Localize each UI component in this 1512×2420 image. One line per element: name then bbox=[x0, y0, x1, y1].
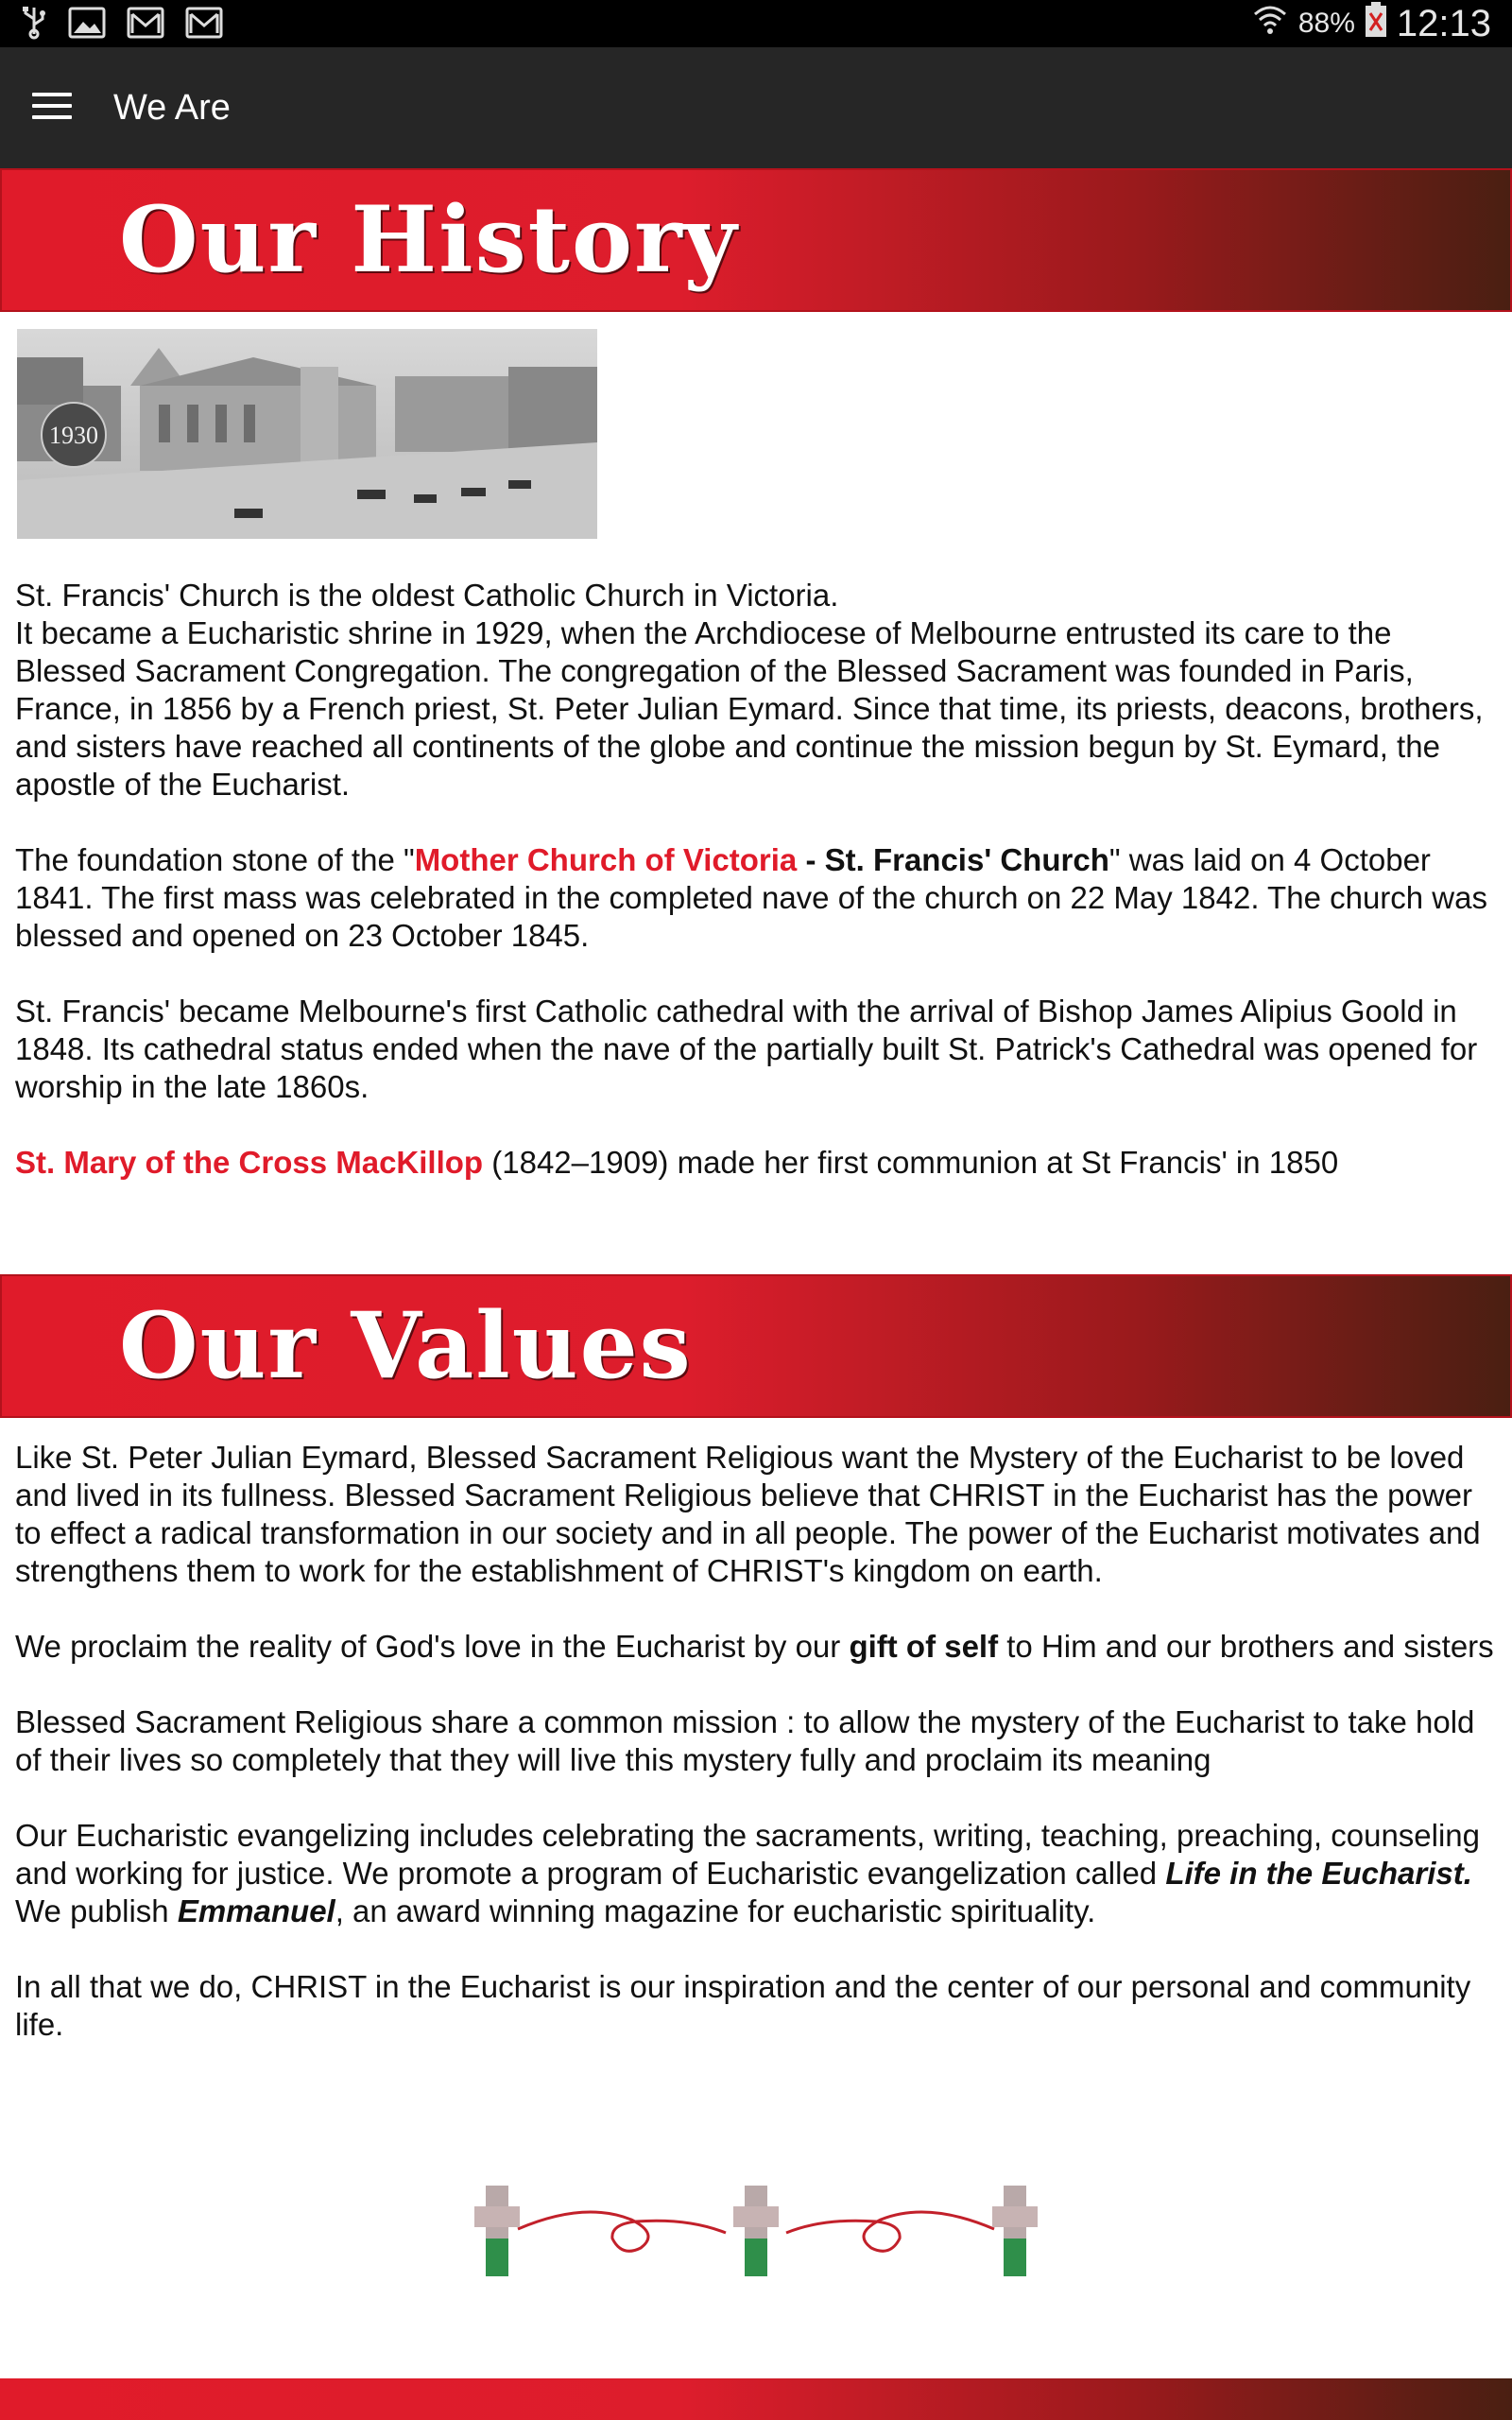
cross-icon bbox=[474, 2186, 520, 2276]
values-paragraph-3: Blessed Sacrament Religious share a common mission : to allow the mystery of the Eucharist to take hold of their lives so completely that they will live this mystery fully and proclaim its meaning bbox=[15, 1704, 1475, 1777]
status-bar bbox=[0, 0, 1512, 47]
history-banner-title: Our History bbox=[119, 186, 739, 293]
history-paragraph-4: St. Mary of the Cross MacKillop (1842–1909) made her first communion at St Francis' in 1850 bbox=[15, 1145, 1339, 1180]
history-paragraph-3: St. Francis' became Melbourne's first Catholic cathedral with the arrival of Bishop James Alipius Goold in 1848. Its cathedral status ended when the nave of the partially built St. Patrick's Cathedral was opened for worship in the late 1860s. bbox=[15, 994, 1478, 1104]
wifi-icon bbox=[1251, 3, 1289, 45]
app-title: We Are bbox=[113, 88, 231, 128]
gmail-icon bbox=[185, 7, 223, 43]
photo-year-label: 1930 bbox=[49, 422, 98, 449]
history-paragraph-1: St. Francis' Church is the oldest Catholic Church in Victoria. It became a Eucharistic shrine in 1929, when the Archdiocese of Melbourne entrusted its care to the Blessed Sacrament Congregation. The congregation of the Blessed Sacrament was founded in Paris, France, in 1856 by a French priest, St. Peter Julian Eymard. Since that time, its priests, deacons, brothers, and sisters have reached all continents of the globe and continue the mission begun by St. Eymard, the apostle of the Eucharist. bbox=[15, 578, 1484, 802]
historic-church-photo bbox=[17, 329, 597, 539]
values-paragraph-4: Our Eucharistic evangelizing includes celebrating the sacraments, writing, teaching, preaching, counseling and working for justice. We promote a program of Eucharistic evangelization called Life in the Eucharist. We publish Emmanuel, an award winning magazine for eucharistic spirituality. bbox=[15, 1818, 1481, 1928]
mother-church-link[interactable]: Mother Church of Victoria bbox=[414, 842, 798, 877]
values-paragraph-5: In all that we do, CHRIST in the Eucharist is our inspiration and the center of our personal and community life. bbox=[15, 1969, 1471, 2042]
clock: 12:13 bbox=[1396, 2, 1491, 44]
values-text bbox=[15, 1439, 1497, 2082]
cross-icon bbox=[992, 2186, 1038, 2276]
values-paragraph-2: We proclaim the reality of God's love in the Eucharist by our gift of self to Him and our brothers and sisters bbox=[15, 1629, 1494, 1664]
usb-icon bbox=[21, 6, 47, 44]
system-indicators bbox=[1251, 0, 1491, 47]
history-paragraph-2: The foundation stone of the "Mother Church of Victoria - St. Francis' Church" was laid on 4 October 1841. The first mass was celebrated in the completed nave of the church on 22 May 1842. The church was blessed and opened on 23 October 1845. bbox=[15, 842, 1487, 953]
values-banner-title: Our Values bbox=[119, 1292, 693, 1399]
image-icon bbox=[68, 7, 106, 43]
history-banner bbox=[0, 168, 1512, 312]
next-section-banner bbox=[0, 2378, 1512, 2420]
mary-mackillop-link[interactable]: St. Mary of the Cross MacKillop bbox=[15, 1145, 484, 1180]
values-paragraph-1: Like St. Peter Julian Eymard, Blessed Sacrament Religious want the Mystery of the Eucharist to be loved and lived in its fullness. Blessed Sacrament Religious believe that CHRIST in the Eucharist has the power to effect a radical transformation in our society and in all people. The power of the Eucharist motivates and strengthens them to work for the establishment of CHRIST's kingdom on earth. bbox=[15, 1440, 1481, 1588]
battery-icon bbox=[1365, 2, 1387, 46]
app-bar bbox=[0, 47, 1512, 168]
cross-divider-ornament bbox=[471, 2182, 1041, 2284]
hamburger-menu-icon[interactable] bbox=[32, 93, 72, 123]
cross-icon bbox=[733, 2186, 779, 2276]
values-banner bbox=[0, 1274, 1512, 1418]
history-text bbox=[15, 577, 1497, 1219]
battery-percent: 88% bbox=[1297, 8, 1355, 39]
gmail-icon bbox=[127, 7, 164, 43]
notification-icons bbox=[21, 6, 223, 43]
